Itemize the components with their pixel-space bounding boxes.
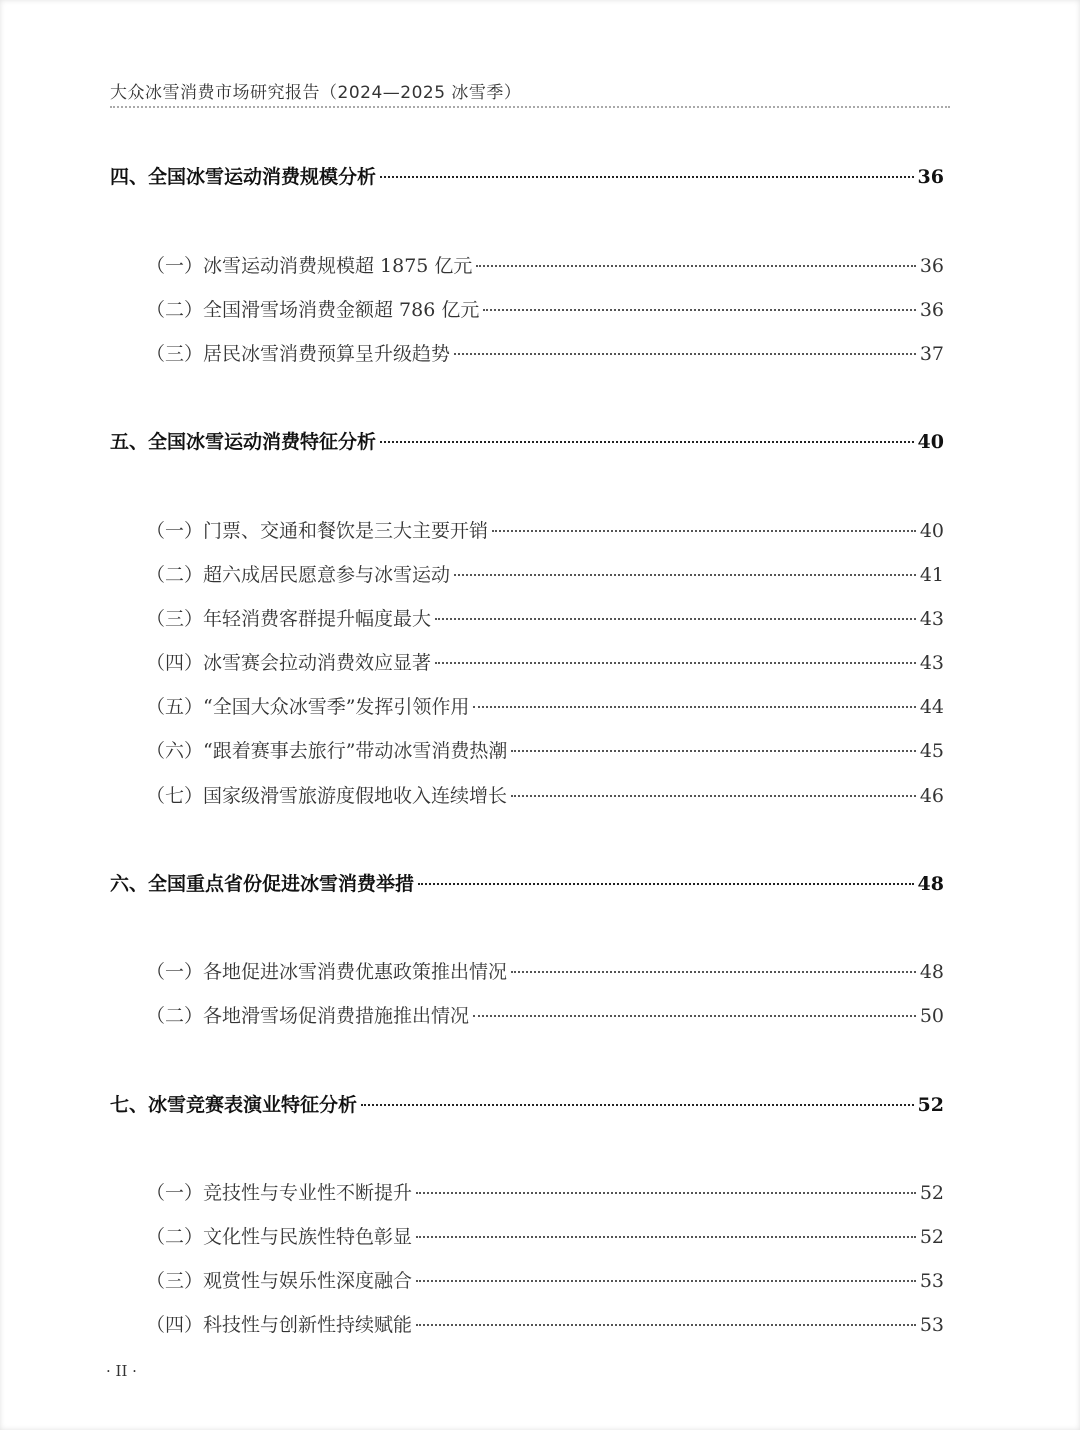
toc-leader-dots bbox=[435, 662, 916, 664]
toc-item[interactable] bbox=[146, 339, 944, 366]
toc-item[interactable] bbox=[146, 560, 944, 587]
toc-page-number: 52 bbox=[917, 1094, 944, 1116]
toc-section[interactable] bbox=[110, 162, 944, 189]
toc-item-label: （二）全国滑雪场消费金额超 786 亿元 bbox=[146, 299, 480, 321]
toc-page-number: 41 bbox=[919, 564, 944, 586]
toc-leader-dots bbox=[454, 353, 916, 355]
toc-page-number: 52 bbox=[919, 1182, 944, 1204]
toc-leader-dots bbox=[473, 1015, 916, 1017]
toc-item-label: （一）冰雪运动消费规模超 1875 亿元 bbox=[146, 255, 473, 277]
toc-item[interactable] bbox=[146, 516, 944, 543]
toc-page-number: 48 bbox=[919, 961, 944, 983]
toc-section[interactable] bbox=[110, 1090, 944, 1117]
toc-section-title: 五、全国冰雪运动消费特征分析 bbox=[110, 431, 377, 453]
toc-item-label: （二）各地滑雪场促消费措施推出情况 bbox=[146, 1005, 470, 1027]
toc-page-number: 40 bbox=[919, 520, 944, 542]
toc-item-label: （三）居民冰雪消费预算呈升级趋势 bbox=[146, 343, 451, 365]
toc-page-number: 44 bbox=[919, 696, 944, 718]
toc-item-label: （二）超六成居民愿意参与冰雪运动 bbox=[146, 564, 451, 586]
toc-page-number: 36 bbox=[919, 255, 944, 277]
toc-section[interactable] bbox=[110, 427, 944, 454]
toc-leader-dots bbox=[492, 530, 916, 532]
toc-item-label: （三）年轻消费客群提升幅度最大 bbox=[146, 608, 432, 630]
toc-leader-dots bbox=[511, 795, 916, 797]
toc-item[interactable] bbox=[146, 1310, 944, 1337]
toc-item-label: （四）冰雪赛会拉动消费效应显著 bbox=[146, 652, 432, 674]
toc-leader-dots bbox=[416, 1324, 916, 1326]
toc-item[interactable] bbox=[146, 781, 944, 808]
toc-page-number: 48 bbox=[917, 873, 944, 895]
toc-item-label: （二）文化性与民族性特色彰显 bbox=[146, 1226, 413, 1248]
toc-leader-dots bbox=[380, 441, 914, 443]
toc-item-label: （一）门票、交通和餐饮是三大主要开销 bbox=[146, 520, 489, 542]
toc-item[interactable] bbox=[146, 1222, 944, 1249]
toc-page-number: 37 bbox=[919, 343, 944, 365]
toc-item-label: （三）观赏性与娱乐性深度融合 bbox=[146, 1270, 413, 1292]
footer-page-number: · II · bbox=[106, 1362, 137, 1380]
toc-page-number: 36 bbox=[917, 166, 944, 188]
toc-item-label: （一）竞技性与专业性不断提升 bbox=[146, 1182, 413, 1204]
toc-page-number: 45 bbox=[919, 740, 944, 762]
toc-leader-dots bbox=[416, 1236, 916, 1238]
toc-page-number: 53 bbox=[919, 1314, 944, 1336]
toc-item[interactable] bbox=[146, 295, 944, 322]
toc-leader-dots bbox=[454, 574, 916, 576]
toc-item[interactable] bbox=[146, 604, 944, 631]
toc-section-title: 七、冰雪竞赛表演业特征分析 bbox=[110, 1094, 358, 1116]
toc-item[interactable] bbox=[146, 1178, 944, 1205]
toc-item[interactable] bbox=[146, 1266, 944, 1293]
toc-leader-dots bbox=[418, 883, 914, 885]
toc-item[interactable] bbox=[146, 957, 944, 984]
toc-page-number: 43 bbox=[919, 608, 944, 630]
toc-leader-dots bbox=[416, 1280, 916, 1282]
toc-page-number: 53 bbox=[919, 1270, 944, 1292]
toc-leader-dots bbox=[380, 176, 914, 178]
toc-page-number: 52 bbox=[919, 1226, 944, 1248]
toc-section-title: 六、全国重点省份促进冰雪消费举措 bbox=[110, 873, 415, 895]
toc-page-number: 40 bbox=[917, 431, 944, 453]
toc-item-label: （六）“跟着赛事去旅行”带动冰雪消费热潮 bbox=[146, 740, 508, 762]
toc-item-label: （四）科技性与创新性持续赋能 bbox=[146, 1314, 413, 1336]
toc-leader-dots bbox=[511, 971, 916, 973]
toc-leader-dots bbox=[361, 1104, 914, 1106]
toc-leader-dots bbox=[511, 750, 915, 752]
toc-item[interactable] bbox=[146, 648, 944, 675]
toc-page-number: 36 bbox=[919, 299, 944, 321]
toc-leader-dots bbox=[476, 265, 915, 267]
running-header: 大众冰雪消费市场研究报告（2024—2025 冰雪季） bbox=[110, 83, 522, 103]
toc-leader-dots bbox=[435, 618, 916, 620]
toc-item-label: （七）国家级滑雪旅游度假地收入连续增长 bbox=[146, 785, 508, 807]
toc-item[interactable] bbox=[146, 736, 944, 763]
toc-item-label: （五）“全国大众冰雪季”发挥引领作用 bbox=[146, 696, 470, 718]
toc-item[interactable] bbox=[146, 251, 944, 278]
toc-leader-dots bbox=[473, 706, 915, 708]
toc-item[interactable] bbox=[146, 692, 944, 719]
toc-leader-dots bbox=[483, 309, 915, 311]
toc-section-title: 四、全国冰雪运动消费规模分析 bbox=[110, 166, 377, 188]
header-divider bbox=[110, 106, 950, 108]
toc-leader-dots bbox=[416, 1192, 916, 1194]
toc-page-number: 50 bbox=[919, 1005, 944, 1027]
toc-item-label: （一）各地促进冰雪消费优惠政策推出情况 bbox=[146, 961, 508, 983]
toc-item[interactable] bbox=[146, 1001, 944, 1028]
toc-section[interactable] bbox=[110, 869, 944, 896]
toc-page-number: 46 bbox=[919, 785, 944, 807]
toc-page-number: 43 bbox=[919, 652, 944, 674]
